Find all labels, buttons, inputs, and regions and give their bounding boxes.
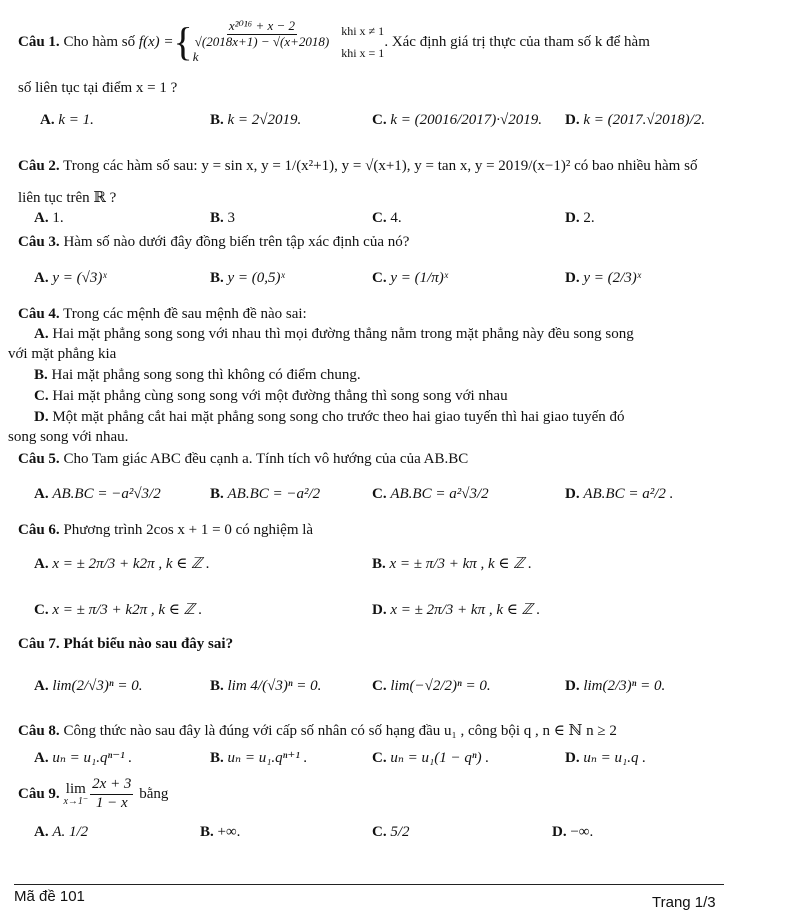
q3-option-a: A. y = (√3)ˣ: [34, 270, 107, 286]
q3-stem: Câu 3. Hàm số nào dưới đây đồng biến trên tập xác định của nó?: [18, 234, 410, 250]
q1-fraction: [193, 19, 331, 50]
footer-divider: [14, 884, 724, 885]
q3-option-c: C. y = (1/π)ˣ: [372, 270, 449, 286]
q6-option-d: D. x = ± 2π/3 + kπ , k ∈ ℤ .: [372, 602, 541, 618]
q7-option-a: A. lim(2/√3)ⁿ = 0.: [34, 678, 143, 694]
q7-option-d: D. lim(2/3)ⁿ = 0.: [565, 678, 666, 694]
q9-lim: lim: [65, 780, 86, 797]
q4-stem: Câu 4. Trong các mệnh đề sau mệnh đề nào sai:: [18, 306, 307, 322]
q2-option-d: D. 2.: [565, 210, 595, 226]
q8-option-b: B. uₙ = u₁.qⁿ⁺¹ .: [210, 750, 308, 766]
q7-option-c: C. lim(−√2/2)ⁿ = 0.: [372, 678, 491, 694]
q3-option-b: B. y = (0,5)ˣ: [210, 270, 285, 286]
q9-num: 2x + 3: [90, 776, 133, 794]
q1-cond1: khi x ≠ 1: [341, 24, 385, 38]
q1-num: x²⁰¹⁶ + x − 2: [228, 17, 296, 33]
q4-option-a: A. Hai mặt phẳng song song với nhau thì mọi đường thẳng nằm trong mặt phẳng này đều song song: [34, 326, 634, 342]
q5-option-c: C. AB.BC = a²√3/2: [372, 486, 489, 502]
q5-stem: Câu 5. Cho Tam giác ABC đều cạnh a. Tính tích vô hướng của của AB.BC: [18, 451, 469, 467]
q2-option-c: C. 4.: [372, 210, 402, 226]
q2-option-b: B. 3: [210, 210, 236, 226]
q1-k: k: [192, 49, 199, 65]
q4-option-b: B. Hai mặt phẳng song song thì không có điểm chung.: [34, 367, 361, 383]
q4-option-d: D. Một mặt phẳng cắt hai mặt phẳng song song cho trước theo hai giao tuyến thì hai giao tuyến đó: [34, 409, 625, 425]
q1-piecewise: [193, 19, 331, 66]
q1-den: √(2018x+1) − √(x+2018): [194, 33, 330, 49]
q6-option-b: B. x = ± π/3 + kπ , k ∈ ℤ .: [372, 556, 532, 572]
q4-option-a-cont: với mặt phẳng kia: [8, 346, 117, 362]
q9-den: 1 − x: [95, 794, 128, 811]
q9-option-a: A. A. 1/2: [34, 824, 89, 840]
q9-tail: bằng: [139, 785, 169, 802]
q1-tail: . Xác định giá trị thực của tham số k để hàm: [384, 33, 650, 50]
q8-option-a: A. uₙ = u₁.qⁿ⁻¹ .: [34, 750, 133, 766]
q6-stem: Câu 6. Phương trình 2cos x + 1 = 0 có nghiệm là: [18, 522, 314, 538]
exam-code: Mã đề 101: [14, 888, 85, 905]
q6-option-a: A. x = ± 2π/3 + k2π , k ∈ ℤ .: [34, 556, 210, 572]
q1-option-c: C. k = (20016/2017)·√2019.: [372, 112, 543, 128]
q1-fname: f(x) =: [138, 33, 174, 50]
q7-stem: Câu 7. Phát biểu nào sau đây sai?: [18, 636, 234, 652]
q5-option-d: D. AB.BC = a²/2 .: [565, 486, 674, 502]
q9-option-b: B. +∞.: [200, 824, 241, 840]
q7-option-b: B. lim 4/(√3)ⁿ = 0.: [210, 678, 322, 694]
q9-label: Câu 9.: [18, 785, 60, 802]
q1-conditions: [341, 20, 384, 64]
q6-option-c: C. x = ± π/3 + k2π , k ∈ ℤ .: [34, 602, 203, 618]
q1-label: Câu 1.: [18, 33, 60, 50]
q1-cond2: khi x = 1: [341, 46, 385, 60]
q9-option-d: D. −∞.: [552, 824, 594, 840]
q2-line2: liên tục trên ℝ ?: [18, 190, 117, 206]
q9-limit: [63, 782, 88, 807]
q2-option-a: A. 1.: [34, 210, 64, 226]
q8-stem: Câu 8. Công thức nào sau đây là đúng với cấp số nhân có số hạng đầu u₁ , công bội q , n ∈ ℕ n ≥ 2: [18, 723, 617, 739]
q9-stem: [18, 772, 168, 816]
q3-option-d: D. y = (2/3)ˣ: [565, 270, 642, 286]
q2-stem: Câu 2. Trong các hàm số sau: y = sin x, y = 1/(x²+1), y = √(x+1), y = tan x, y = 2019/(x−1)² có bao nhiều hàm số: [18, 158, 698, 174]
q1-option-d: D. k = (2017.√2018)/2.: [565, 112, 706, 128]
q1-option-a: A. k = 1.: [40, 112, 94, 128]
q8-option-c: C. uₙ = u₁(1 − qⁿ) .: [372, 750, 490, 766]
brace: {: [173, 19, 193, 64]
q9-sub: x→1⁻: [63, 795, 89, 807]
q8-option-d: D. uₙ = u₁.q .: [565, 750, 647, 766]
q4-option-d-cont: song song với nhau.: [8, 429, 129, 445]
q5-option-a: A. AB.BC = −a²√3/2: [34, 486, 161, 502]
q1-line2: số liên tục tại điểm x = 1 ?: [18, 80, 178, 96]
q1-lead: Cho hàm số: [63, 33, 136, 50]
page-number: Trang 1/3: [652, 894, 716, 911]
q1-option-b: B. k = 2√2019.: [210, 112, 302, 128]
q9-fraction: [90, 776, 133, 812]
q5-option-b: B. AB.BC = −a²/2: [210, 486, 321, 502]
q4-option-c: C. Hai mặt phẳng cùng song song với một đường thẳng thì song song với nhau: [34, 388, 508, 404]
q1-stem: [18, 16, 650, 68]
q9-option-c: C. 5/2: [372, 824, 410, 840]
